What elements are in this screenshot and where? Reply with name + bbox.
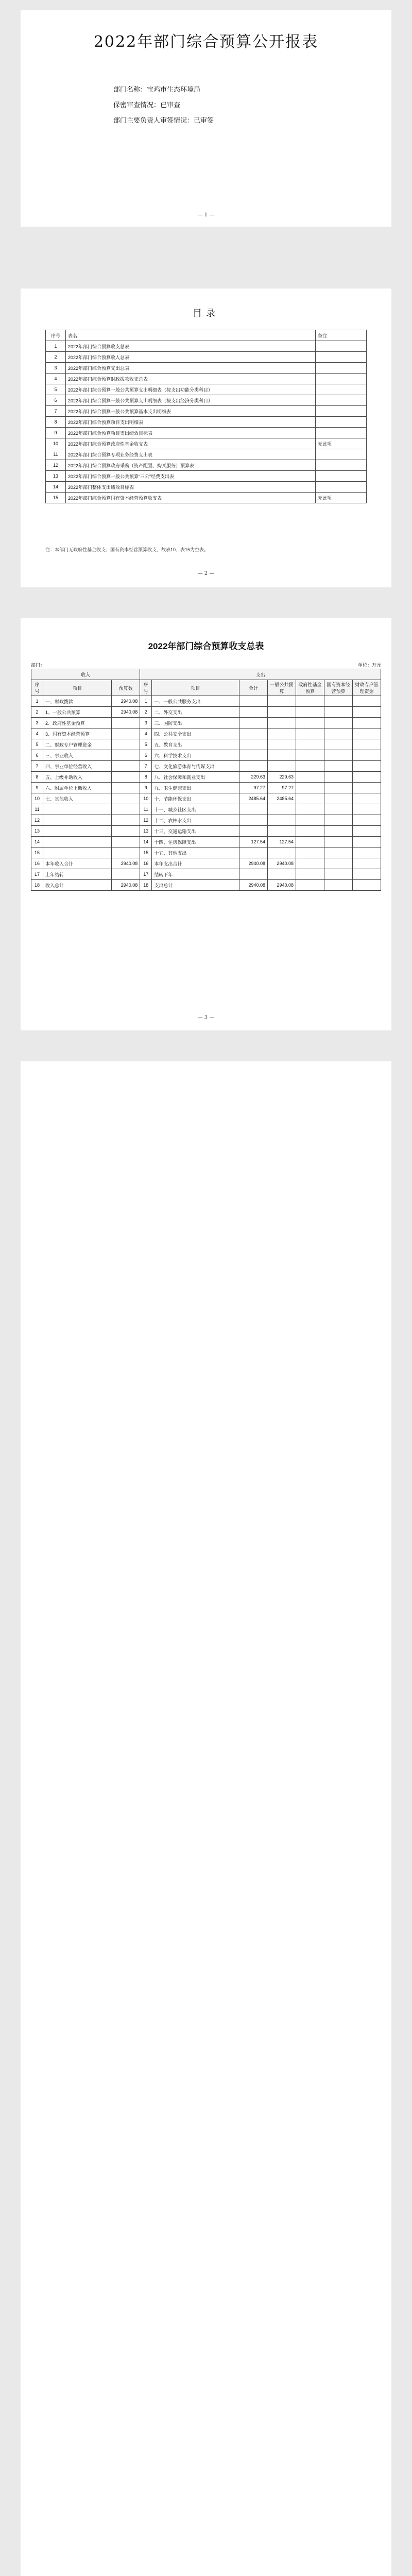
table1-cell <box>43 804 112 815</box>
table1-cell: 4 <box>31 728 43 739</box>
table1-cell: 五、教育支出 <box>152 739 239 750</box>
toc-cell-name: 2022年部门综合预算一般公共预算支出明细表（按支出经济分类科目） <box>66 395 316 406</box>
table1-cell <box>268 848 296 858</box>
table1-cell: 3、国有资本经营预算 <box>43 728 112 739</box>
table1-cell <box>112 728 140 739</box>
table1-cell: 2940.08 <box>112 696 140 707</box>
table1-cell: 十一、城乡社区支出 <box>152 804 239 815</box>
table1-body <box>31 696 381 891</box>
table1-cell: 八、社会保障和就业支出 <box>152 772 239 783</box>
table1-cell <box>296 696 324 707</box>
table1-cell: 本年收入合计 <box>43 858 112 869</box>
toc-row <box>46 384 367 395</box>
table1-cell <box>353 826 381 837</box>
table1-cell: 97.27 <box>239 783 268 793</box>
table1-cell <box>353 718 381 728</box>
table1-cell <box>324 837 353 848</box>
toc-cell-no: 13 <box>46 471 66 482</box>
table1-cell: 16 <box>140 858 152 869</box>
toc-cell-remark <box>316 460 367 471</box>
table1-cell: 97.27 <box>268 783 296 793</box>
toc-cell-name: 2022年部门综合预算国有资本经营预算收支表 <box>66 493 316 503</box>
table1-subheader: 预算数 <box>112 680 140 696</box>
toc-cell-remark <box>316 384 367 395</box>
table1-cell <box>296 793 324 804</box>
table1-cell <box>239 696 268 707</box>
table1-cell <box>112 793 140 804</box>
table1-cell <box>324 869 353 880</box>
table1-cell: 18 <box>31 880 43 891</box>
table1-cell <box>296 761 324 772</box>
table1-cell <box>324 718 353 728</box>
table1-cell <box>353 750 381 761</box>
toc-cell-name: 2022年部门综合预算项目支出明细表 <box>66 417 316 428</box>
toc-cell-name: 2022年部门综合预算政府采购（资产配置、购买服务）预算表 <box>66 460 316 471</box>
table1-cell <box>112 826 140 837</box>
table1-cell <box>112 848 140 858</box>
table1-cell: 三、国防支出 <box>152 718 239 728</box>
table1-cell: 8 <box>31 772 43 783</box>
table1-cell: 8 <box>140 772 152 783</box>
toc-cell-name: 2022年部门综合预算一般公共预算“三公”经费支出表 <box>66 471 316 482</box>
table1-cell <box>239 761 268 772</box>
toc-cell-name: 2022年部门综合预算专项业务经费支出表 <box>66 449 316 460</box>
toc-header-remark: 备注 <box>316 330 367 341</box>
table1-cell: 上年结转 <box>43 869 112 880</box>
toc-cell-name: 2022年部门综合预算收入总表 <box>66 352 316 363</box>
table1 <box>31 669 381 891</box>
table1-subheader: 序号 <box>140 680 152 696</box>
table1-cell <box>296 750 324 761</box>
toc-row <box>46 428 367 438</box>
toc-row <box>46 395 367 406</box>
table1-cell: 4 <box>140 728 152 739</box>
table1-subheader: 国有资本经营预算 <box>324 680 353 696</box>
table1-cell <box>296 707 324 718</box>
table1-cell: 16 <box>31 858 43 869</box>
table1-cell: 17 <box>140 869 152 880</box>
table1-cell: 7 <box>140 761 152 772</box>
table1-cell <box>353 869 381 880</box>
table1-cell: 13 <box>31 826 43 837</box>
toc-row <box>46 471 367 482</box>
table1-cell <box>296 728 324 739</box>
page-number: — 1 — <box>197 212 215 218</box>
document-title: 2022年部门综合预算公开报表 <box>93 33 319 51</box>
toc-cell-remark <box>316 406 367 417</box>
table1-cell: 6 <box>140 750 152 761</box>
table1-cell: 1 <box>31 696 43 707</box>
table1-cell <box>268 804 296 815</box>
toc-cell-remark <box>316 482 367 493</box>
toc-header-no: 序号 <box>46 330 66 341</box>
table1-cell <box>239 707 268 718</box>
table1-cell: 3 <box>140 718 152 728</box>
table1-cell: 九、卫生健康支出 <box>152 783 239 793</box>
table1-cell <box>353 728 381 739</box>
table1-row <box>31 848 381 858</box>
table1-cell: 13 <box>140 826 152 837</box>
table1-row <box>31 826 381 837</box>
toc-cell-no: 6 <box>46 395 66 406</box>
page-number: — 2 — <box>197 571 215 577</box>
confidentiality-review: 保密审查情况：已审查 <box>113 101 181 109</box>
table1-cell <box>268 750 296 761</box>
table1-cell: 5 <box>140 739 152 750</box>
table1-cell: 结转下年 <box>152 869 239 880</box>
page-number: — 3 — <box>197 1015 215 1021</box>
table1-cell: 2940.08 <box>112 880 140 891</box>
toc-row <box>46 438 367 449</box>
toc-row <box>46 352 367 363</box>
table1-cell: 2940.08 <box>112 707 140 718</box>
table1-subheader: 项目 <box>43 680 112 696</box>
table1-cell <box>112 750 140 761</box>
table1-cell <box>324 793 353 804</box>
table1-cell <box>112 739 140 750</box>
table1-cell: 2940.08 <box>268 858 296 869</box>
table1-cell: 229.63 <box>239 772 268 783</box>
toc-cell-name: 2022年部门整体支出绩效目标表 <box>66 482 316 493</box>
table1-cell: 本年支出合计 <box>152 858 239 869</box>
toc-cell-no: 5 <box>46 384 66 395</box>
toc-cell-remark <box>316 449 367 460</box>
table1-cell <box>296 783 324 793</box>
table1-cell: 10 <box>140 793 152 804</box>
table1-cell: 17 <box>31 869 43 880</box>
table1-cell: 2485.64 <box>268 793 296 804</box>
toc-cell-remark <box>316 471 367 482</box>
cover-page <box>21 10 391 227</box>
table1-cell <box>268 869 296 880</box>
table1-row <box>31 696 381 707</box>
table1-cell: 七、文化旅游体育与传媒支出 <box>152 761 239 772</box>
table1-cell: 二、财政专户管理资金 <box>43 739 112 750</box>
toc-row <box>46 406 367 417</box>
table1-cell <box>324 772 353 783</box>
table1-cell <box>353 783 381 793</box>
table1-row <box>31 837 381 848</box>
toc-cell-no: 9 <box>46 428 66 438</box>
table1-cell: 三、事业收入 <box>43 750 112 761</box>
table1-cell: 12 <box>140 815 152 826</box>
table1-subheader: 政府性基金预算 <box>296 680 324 696</box>
table1-cell <box>43 837 112 848</box>
toc-cell-name: 2022年部门综合预算一般公共预算支出明细表（按支出功能分类科目） <box>66 384 316 395</box>
table1-cell <box>112 804 140 815</box>
table1-cell: 9 <box>140 783 152 793</box>
table1-cell <box>324 783 353 793</box>
table1-cell <box>296 848 324 858</box>
table1-cell <box>324 815 353 826</box>
toc-row <box>46 482 367 493</box>
table1-cell <box>353 880 381 891</box>
table1-cell: 12 <box>31 815 43 826</box>
table1-cell: 5 <box>31 739 43 750</box>
table1-cell: 15 <box>31 848 43 858</box>
table1-cell <box>353 772 381 783</box>
table1-cell <box>112 718 140 728</box>
table1-cell <box>324 696 353 707</box>
head-signoff: 部门主要负责人审签情况：已审签 <box>113 117 214 125</box>
table1-row <box>31 804 381 815</box>
table1-cell: 2 <box>31 707 43 718</box>
toc-cell-no: 4 <box>46 374 66 384</box>
table1-cell <box>43 826 112 837</box>
table1-cell <box>324 804 353 815</box>
toc-cell-name: 2022年部门综合预算支出总表 <box>66 363 316 374</box>
toc-cell-no: 15 <box>46 493 66 503</box>
toc-cell-remark <box>316 417 367 428</box>
table1-cell <box>353 837 381 848</box>
table1-cell: 十四、住房保障支出 <box>152 837 239 848</box>
table1-cell: 1、一般公共预算 <box>43 707 112 718</box>
department-name: 部门名称：宝鸡市生态环境局 <box>113 86 201 94</box>
table1-cell <box>296 772 324 783</box>
toc-cell-name: 2022年部门综合预算收支总表 <box>66 341 316 352</box>
table1-cell <box>112 783 140 793</box>
table1-cell: 一、财政拨款 <box>43 696 112 707</box>
table1-cell: 3 <box>31 718 43 728</box>
toc-cell-name: 2022年部门综合预算财政拨款收支总表 <box>66 374 316 384</box>
table1-cell <box>353 761 381 772</box>
table1-page <box>21 618 391 1030</box>
table1-cell: 七、其他收入 <box>43 793 112 804</box>
toc-cell-remark <box>316 363 367 374</box>
table1-cell: 127.54 <box>239 837 268 848</box>
table1-cell <box>239 826 268 837</box>
table1-cell <box>296 880 324 891</box>
table1-cell <box>268 728 296 739</box>
table1-cell: 十二、农林水支出 <box>152 815 239 826</box>
toc-cell-no: 1 <box>46 341 66 352</box>
table1-cell: 2940.08 <box>239 880 268 891</box>
table1-cell <box>268 761 296 772</box>
table1-cell: 15 <box>140 848 152 858</box>
table1-subheader: 序号 <box>31 680 43 696</box>
toc-header-row <box>46 330 367 341</box>
table1-row <box>31 815 381 826</box>
table1-cell <box>268 718 296 728</box>
table1-cell: 支出总计 <box>152 880 239 891</box>
table1-cell: 四、公共安全支出 <box>152 728 239 739</box>
table1-cell <box>324 761 353 772</box>
table1-subheader: 一般公共预算 <box>268 680 296 696</box>
table1-cell <box>112 869 140 880</box>
table1-cell <box>239 728 268 739</box>
table1-cell <box>43 815 112 826</box>
table1-cell: 十五、其他支出 <box>152 848 239 858</box>
cover-info <box>113 82 214 129</box>
table1-cell <box>268 696 296 707</box>
table1-cell <box>112 815 140 826</box>
table1-cell <box>324 728 353 739</box>
table1-cell: 2485.64 <box>239 793 268 804</box>
table1-cell <box>296 718 324 728</box>
toc-cell-remark <box>316 395 367 406</box>
table1-cell <box>296 804 324 815</box>
table1-row <box>31 761 381 772</box>
table1-cell: 2940.08 <box>112 858 140 869</box>
table1-row <box>31 739 381 750</box>
toc-title: 目录 <box>193 308 219 319</box>
toc-cell-remark <box>316 428 367 438</box>
table1-row <box>31 858 381 869</box>
table1-cell: 11 <box>31 804 43 815</box>
table1-cell: 10 <box>31 793 43 804</box>
table1-cell <box>268 815 296 826</box>
table1-cell <box>268 739 296 750</box>
table1-cell: 二、外交支出 <box>152 707 239 718</box>
continuation-pages <box>21 1061 391 2576</box>
toc-cell-remark <box>316 352 367 363</box>
table1-cell <box>296 869 324 880</box>
table1-cell <box>43 848 112 858</box>
table1-cell <box>296 826 324 837</box>
table1-cell: 2 <box>140 707 152 718</box>
table1-row <box>31 718 381 728</box>
table1-cell <box>296 739 324 750</box>
table1-cell: 11 <box>140 804 152 815</box>
toc-page <box>21 289 391 587</box>
toc-cell-no: 8 <box>46 417 66 428</box>
toc-header-name: 表名 <box>66 330 316 341</box>
table1-cell: 127.54 <box>268 837 296 848</box>
toc-cell-remark <box>316 374 367 384</box>
toc-cell-no: 10 <box>46 438 66 449</box>
table1-cell <box>353 815 381 826</box>
table1-cell: 六、附属单位上缴收入 <box>43 783 112 793</box>
toc-cell-no: 11 <box>46 449 66 460</box>
table1-cell: 7 <box>31 761 43 772</box>
expense-header: 支出 <box>140 669 381 680</box>
table1-cell: 14 <box>31 837 43 848</box>
toc-cell-no: 7 <box>46 406 66 417</box>
table1-row <box>31 783 381 793</box>
toc-cell-no: 14 <box>46 482 66 493</box>
table1-cell <box>112 761 140 772</box>
table1-cell <box>296 815 324 826</box>
table1-row <box>31 707 381 718</box>
table1-cell <box>324 880 353 891</box>
table1-cell <box>353 739 381 750</box>
toc-row <box>46 374 367 384</box>
toc-cell-name: 2022年部门综合预算政府性基金收支表 <box>66 438 316 449</box>
toc-row <box>46 417 367 428</box>
table1-cell: 一、一般公共服务支出 <box>152 696 239 707</box>
table1-cell: 五、上级补助收入 <box>43 772 112 783</box>
income-header: 收入 <box>31 669 140 680</box>
table1-cell <box>353 848 381 858</box>
toc-row <box>46 363 367 374</box>
table1-subheader: 项目 <box>152 680 239 696</box>
table1-cell: 2940.08 <box>239 858 268 869</box>
table1-cell: 1 <box>140 696 152 707</box>
table1-cell <box>296 858 324 869</box>
table1-cell <box>353 804 381 815</box>
table1-row <box>31 772 381 783</box>
table1-cell <box>239 718 268 728</box>
table1-cell: 收入总计 <box>43 880 112 891</box>
toc-note: 注：本部门无政府性基金收支、国有资本经营预算收支，故表10、表15为空表。 <box>45 547 209 552</box>
table1-cell: 9 <box>31 783 43 793</box>
table1-cell <box>353 858 381 869</box>
toc-cell-no: 2 <box>46 352 66 363</box>
toc-cell-name: 2022年部门综合预算项目支出绩效目标表 <box>66 428 316 438</box>
table1-cell <box>239 739 268 750</box>
table1-row <box>31 728 381 739</box>
table1-cell: 四、事业单位经营收入 <box>43 761 112 772</box>
toc-cell-remark: 无此项 <box>316 438 367 449</box>
table1-unit-right: 单位：万元 <box>357 663 381 668</box>
table1-cell <box>353 696 381 707</box>
toc-cell-no: 12 <box>46 460 66 471</box>
toc-body <box>46 341 367 503</box>
table1-cell <box>296 837 324 848</box>
table1-cell <box>324 739 353 750</box>
table1-cell: 六、科学技术支出 <box>152 750 239 761</box>
table1-subheader: 合计 <box>239 680 268 696</box>
toc-table <box>45 330 367 503</box>
table1-cell <box>324 750 353 761</box>
table1-cell: 十、节能环保支出 <box>152 793 239 804</box>
table1-cell <box>239 869 268 880</box>
toc-cell-remark <box>316 341 367 352</box>
table1-cell <box>239 804 268 815</box>
table1-cell <box>268 826 296 837</box>
toc-row <box>46 449 367 460</box>
table1-row <box>31 793 381 804</box>
table1-cell <box>353 707 381 718</box>
table1-cell <box>353 793 381 804</box>
table1-row <box>31 869 381 880</box>
table1-subheader: 财政专户管理资金 <box>353 680 381 696</box>
table1-cell <box>112 772 140 783</box>
table1-unit-left: 部门： <box>31 663 45 668</box>
toc-cell-remark: 无此项 <box>316 493 367 503</box>
table1-cell <box>112 837 140 848</box>
table1-cell <box>324 707 353 718</box>
table1-cell: 14 <box>140 837 152 848</box>
table1-row <box>31 750 381 761</box>
table1-cell: 2、政府性基金预算 <box>43 718 112 728</box>
table1-cell: 十三、交通运输支出 <box>152 826 239 837</box>
table1-cell <box>324 826 353 837</box>
table1-row <box>31 880 381 891</box>
table1-title: 2022年部门综合预算收支总表 <box>148 641 264 651</box>
table1-cell: 2940.08 <box>268 880 296 891</box>
table1-cell: 229.63 <box>268 772 296 783</box>
table1-group-header <box>31 669 381 680</box>
toc-cell-name: 2022年部门综合预算一般公共预算基本支出明细表 <box>66 406 316 417</box>
table1-cell <box>268 707 296 718</box>
table1-cell: 18 <box>140 880 152 891</box>
toc-row <box>46 341 367 352</box>
table1-cell <box>239 750 268 761</box>
table1-cell <box>239 848 268 858</box>
table1-cell <box>324 858 353 869</box>
table1-cell <box>239 815 268 826</box>
toc-row <box>46 493 367 503</box>
toc-cell-no: 3 <box>46 363 66 374</box>
toc-row <box>46 460 367 471</box>
table1-cell: 6 <box>31 750 43 761</box>
table1-subheader-row <box>31 680 381 696</box>
table1-cell <box>324 848 353 858</box>
